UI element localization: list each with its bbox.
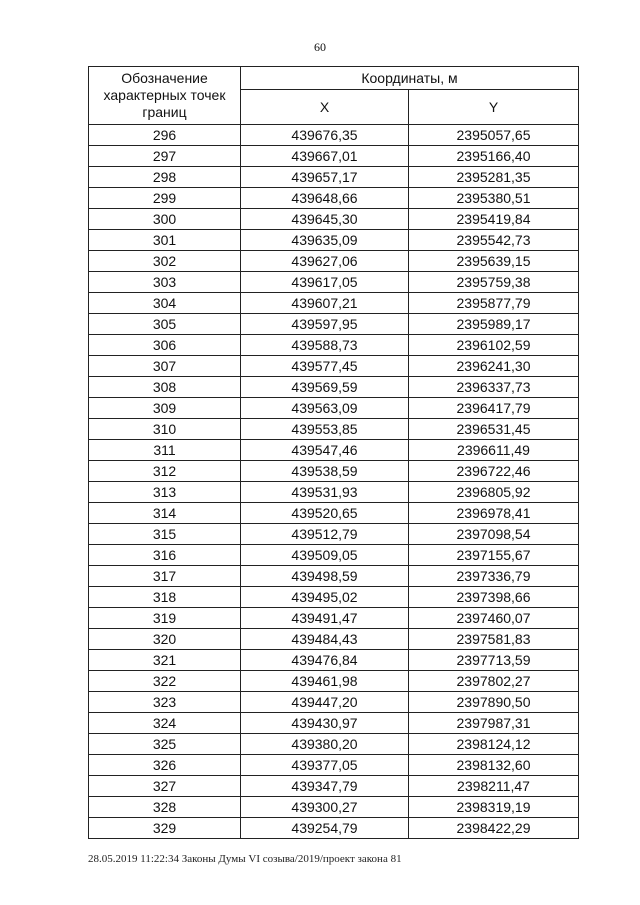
cell-y: 2398132,60: [409, 755, 579, 776]
cell-point: 296: [89, 125, 241, 146]
table-row: [89, 251, 579, 272]
cell-point: 312: [89, 461, 241, 482]
cell-y: 2396611,49: [409, 440, 579, 461]
cell-point: 321: [89, 650, 241, 671]
table-row: [89, 692, 579, 713]
cell-point: 297: [89, 146, 241, 167]
cell-x: 439509,05: [241, 545, 409, 566]
cell-point: 322: [89, 671, 241, 692]
cell-point: 310: [89, 419, 241, 440]
cell-point: 309: [89, 398, 241, 419]
cell-point: 307: [89, 356, 241, 377]
cell-x: 439627,06: [241, 251, 409, 272]
cell-x: 439520,65: [241, 503, 409, 524]
cell-x: 439476,84: [241, 650, 409, 671]
table-row: [89, 755, 579, 776]
page-number: 60: [314, 40, 326, 54]
table-row: [89, 650, 579, 671]
cell-point: 318: [89, 587, 241, 608]
table-row: [89, 419, 579, 440]
table-row: [89, 776, 579, 797]
table-row: [89, 608, 579, 629]
cell-y: 2397155,67: [409, 545, 579, 566]
cell-y: 2395877,79: [409, 293, 579, 314]
cell-point: 313: [89, 482, 241, 503]
table-row: [89, 587, 579, 608]
cell-y: 2398422,29: [409, 818, 579, 839]
cell-point: 319: [89, 608, 241, 629]
cell-x: 439667,01: [241, 146, 409, 167]
table-row: [89, 335, 579, 356]
cell-y: 2397336,79: [409, 566, 579, 587]
table-row: [89, 545, 579, 566]
header-point-designation: Обозначение характерных точек границ: [89, 67, 241, 125]
cell-x: 439538,59: [241, 461, 409, 482]
table-row: [89, 566, 579, 587]
cell-y: 2395166,40: [409, 146, 579, 167]
cell-x: 439491,47: [241, 608, 409, 629]
cell-point: 303: [89, 272, 241, 293]
cell-x: 439347,79: [241, 776, 409, 797]
table-row: [89, 629, 579, 650]
table-row: [89, 377, 579, 398]
footer-stamp: 28.05.2019 11:22:34 Законы Думы VI созыва/2019/проект закона 81: [88, 853, 402, 865]
cell-point: 311: [89, 440, 241, 461]
table-row: [89, 188, 579, 209]
cell-x: 439484,43: [241, 629, 409, 650]
cell-y: 2397890,50: [409, 692, 579, 713]
cell-x: 439430,97: [241, 713, 409, 734]
table-row: [89, 146, 579, 167]
cell-point: 306: [89, 335, 241, 356]
table-row: [89, 713, 579, 734]
cell-y: 2395419,84: [409, 209, 579, 230]
cell-point: 325: [89, 734, 241, 755]
table-row: [89, 524, 579, 545]
table-row: [89, 293, 579, 314]
cell-x: 439607,21: [241, 293, 409, 314]
cell-x: 439635,09: [241, 230, 409, 251]
table-row: [89, 230, 579, 251]
cell-x: 439300,27: [241, 797, 409, 818]
cell-x: 439563,09: [241, 398, 409, 419]
cell-point: 300: [89, 209, 241, 230]
cell-point: 320: [89, 629, 241, 650]
cell-point: 326: [89, 755, 241, 776]
cell-x: 439461,98: [241, 671, 409, 692]
cell-point: 298: [89, 167, 241, 188]
cell-point: 324: [89, 713, 241, 734]
cell-y: 2398124,12: [409, 734, 579, 755]
cell-x: 439495,02: [241, 587, 409, 608]
cell-y: 2396722,46: [409, 461, 579, 482]
cell-x: 439676,35: [241, 125, 409, 146]
cell-y: 2395380,51: [409, 188, 579, 209]
cell-x: 439380,20: [241, 734, 409, 755]
cell-x: 439569,59: [241, 377, 409, 398]
table-row: [89, 734, 579, 755]
cell-point: 327: [89, 776, 241, 797]
cell-point: 299: [89, 188, 241, 209]
table-row: [89, 356, 579, 377]
table-row: [89, 314, 579, 335]
cell-x: 439531,93: [241, 482, 409, 503]
cell-y: 2397713,59: [409, 650, 579, 671]
cell-y: 2396805,92: [409, 482, 579, 503]
cell-x: 439617,05: [241, 272, 409, 293]
cell-y: 2398319,19: [409, 797, 579, 818]
cell-y: 2395281,35: [409, 167, 579, 188]
cell-point: 315: [89, 524, 241, 545]
cell-y: 2397460,07: [409, 608, 579, 629]
cell-point: 308: [89, 377, 241, 398]
cell-y: 2396102,59: [409, 335, 579, 356]
cell-y: 2395057,65: [409, 125, 579, 146]
header-y: Y: [409, 90, 579, 125]
cell-point: 328: [89, 797, 241, 818]
table-row: [89, 272, 579, 293]
coordinates-table: [88, 66, 579, 839]
cell-point: 304: [89, 293, 241, 314]
cell-y: 2395639,15: [409, 251, 579, 272]
cell-x: 439377,05: [241, 755, 409, 776]
cell-y: 2396531,45: [409, 419, 579, 440]
cell-x: 439648,66: [241, 188, 409, 209]
cell-y: 2395989,17: [409, 314, 579, 335]
cell-point: 301: [89, 230, 241, 251]
cell-y: 2398211,47: [409, 776, 579, 797]
cell-x: 439254,79: [241, 818, 409, 839]
cell-y: 2396417,79: [409, 398, 579, 419]
cell-y: 2396241,30: [409, 356, 579, 377]
table-body: [89, 125, 579, 839]
cell-point: 317: [89, 566, 241, 587]
cell-y: 2395759,38: [409, 272, 579, 293]
cell-y: 2397098,54: [409, 524, 579, 545]
table-row: [89, 482, 579, 503]
cell-y: 2397802,27: [409, 671, 579, 692]
cell-y: 2395542,73: [409, 230, 579, 251]
cell-y: 2396978,41: [409, 503, 579, 524]
cell-x: 439597,95: [241, 314, 409, 335]
header-x: X: [241, 90, 409, 125]
cell-point: 323: [89, 692, 241, 713]
cell-x: 439645,30: [241, 209, 409, 230]
cell-y: 2397581,83: [409, 629, 579, 650]
cell-y: 2397987,31: [409, 713, 579, 734]
cell-point: 329: [89, 818, 241, 839]
cell-x: 439588,73: [241, 335, 409, 356]
table-row: [89, 818, 579, 839]
table-row: [89, 209, 579, 230]
cell-x: 439512,79: [241, 524, 409, 545]
table-row: [89, 797, 579, 818]
cell-x: 439447,20: [241, 692, 409, 713]
table-row: [89, 125, 579, 146]
cell-y: 2396337,73: [409, 377, 579, 398]
cell-x: 439553,85: [241, 419, 409, 440]
cell-x: 439547,46: [241, 440, 409, 461]
cell-point: 302: [89, 251, 241, 272]
table-row: [89, 671, 579, 692]
cell-x: 439657,17: [241, 167, 409, 188]
cell-point: 316: [89, 545, 241, 566]
cell-point: 305: [89, 314, 241, 335]
table-row: [89, 503, 579, 524]
cell-y: 2397398,66: [409, 587, 579, 608]
cell-point: 314: [89, 503, 241, 524]
table-row: [89, 461, 579, 482]
table-row: [89, 398, 579, 419]
table-row: [89, 167, 579, 188]
table-row: [89, 440, 579, 461]
cell-x: 439577,45: [241, 356, 409, 377]
header-coordinates: Координаты, м: [241, 67, 579, 90]
cell-x: 439498,59: [241, 566, 409, 587]
